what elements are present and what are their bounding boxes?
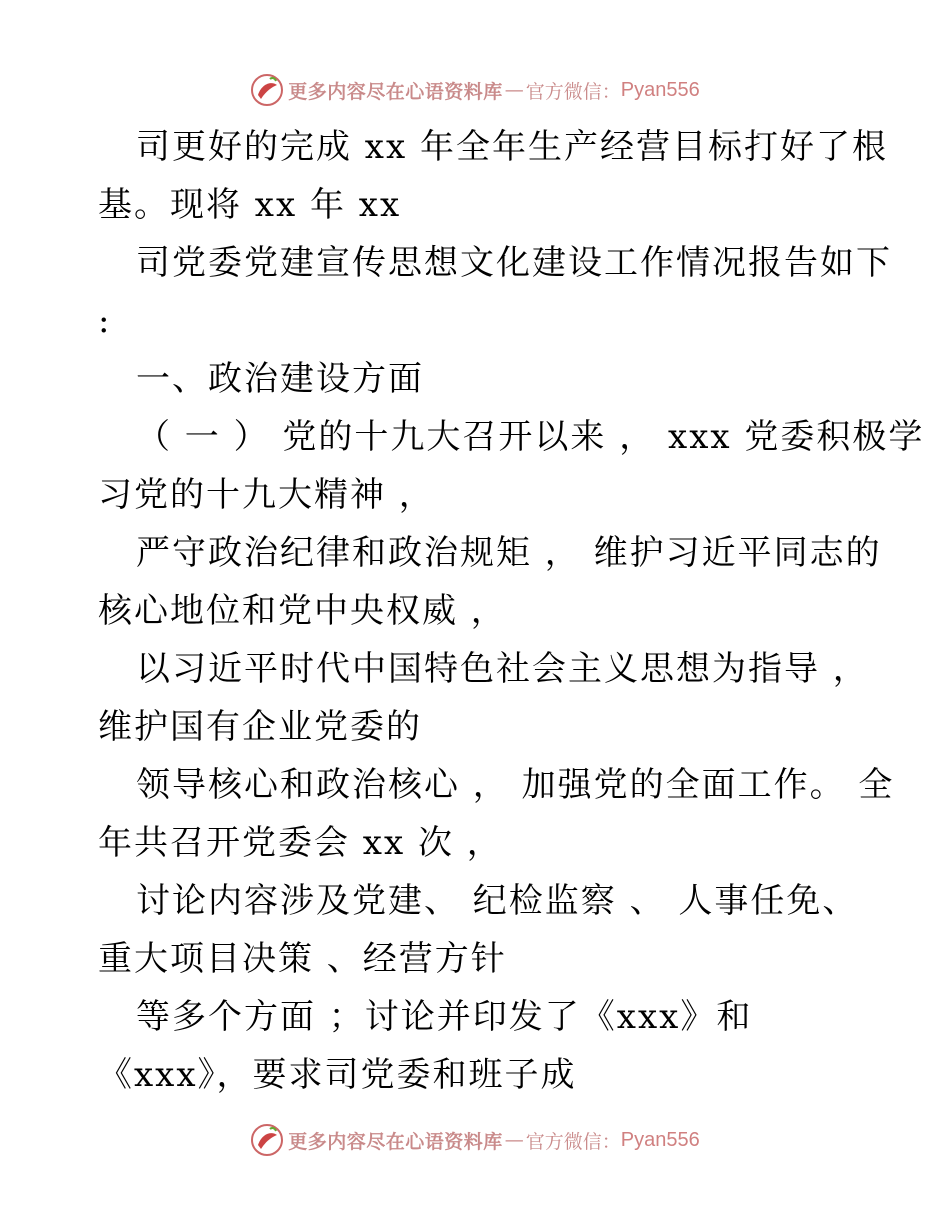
watermark-wechat-id: Pyan556 [620,1128,700,1151]
body-line: 核心地位和党中央权威 ， [98,591,507,631]
body-line: （ 一 ） 党的十九大召开以来 ， xxx 党委积极学 [136,417,925,457]
body-line: 等多个方面 ；讨论并印发了《xxx》和 [136,997,753,1037]
body-line: 司党委党建宣传思想文化建设工作情况报告如下 [136,243,892,283]
body-line: 基。现将 xx 年 xx [98,185,402,225]
watermark-wechat-id: Pyan556 [620,78,700,101]
watermark-dash: — [504,1129,524,1151]
watermark-wechat-label: 官方微信： [525,80,621,103]
body-line: 习党的十九大精神 ， [98,475,435,515]
section-heading: 一、政治建设方面 [136,359,424,399]
body-line: 讨论内容涉及党建、 纪检监察 、 人事任免、 [136,881,859,921]
watermark-site: 更多内容尽在心语资料库 [288,1130,503,1153]
body-line: 维护国有企业党委的 [98,707,422,747]
chili-pen-logo-icon [250,1123,284,1157]
body-line: 以习近平时代中国特色社会主义思想为指导 ， [136,649,869,689]
watermark-header [0,70,950,110]
watermark-footer [0,1120,950,1160]
watermark-site: 更多内容尽在心语资料库 [288,80,503,103]
watermark-dash: — [504,79,524,101]
chili-pen-logo-icon [250,73,284,107]
body-line: 司更好的完成 xx 年全年生产经营目标打好了根 [136,127,888,167]
body-line: 严守政治纪律和政治规矩 ， 维护习近平同志的 [136,533,882,573]
body-line: 《xxx》，要求司党委和班子成 [98,1055,577,1095]
body-line: : [98,301,112,341]
body-line: 领导核心和政治核心 ， 加强党的全面工作。 全 [136,765,895,805]
document-body [98,118,925,1104]
body-line: 年共召开党委会 xx 次 ， [98,823,503,863]
watermark-wechat-label: 官方微信： [525,1130,621,1153]
body-line: 重大项目决策 、经营方针 [98,939,507,979]
